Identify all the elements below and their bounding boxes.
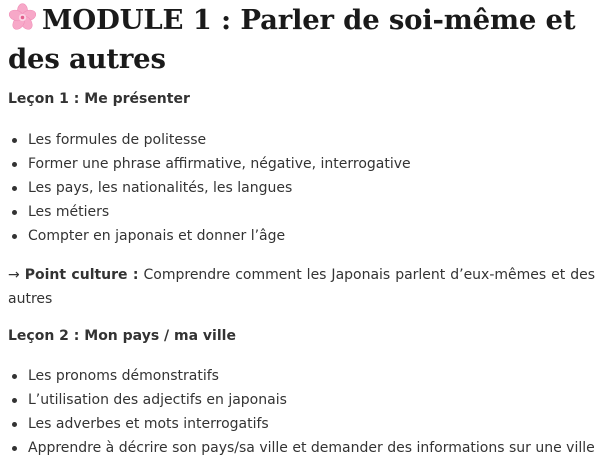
module-title-text: MODULE 1 : Parler de soi-même et des autres xyxy=(8,4,576,75)
lesson-1-title: Leçon 1 : Me présenter xyxy=(8,91,190,107)
lesson-1-list xyxy=(8,128,598,248)
list-item: Les formules de politesse xyxy=(8,128,598,152)
list-item: Former une phrase affirmative, négative, interrogative xyxy=(8,152,598,176)
list-item: L’utilisation des adjectifs en japonais xyxy=(8,388,598,412)
lesson-2-list xyxy=(8,364,598,460)
list-item: Les métiers xyxy=(8,200,598,224)
lesson-2-title: Leçon 2 : Mon pays / ma ville xyxy=(8,328,236,344)
culture-label: Point culture : xyxy=(24,267,139,283)
list-item: Les pays, les nationalités, les langues xyxy=(8,176,598,200)
list-item: Les pronoms démonstratifs xyxy=(8,364,598,388)
culture-text: Comprendre comment les Japonais parlent d’eux-mêmes et des autres xyxy=(8,267,596,307)
arrow-right-icon: → xyxy=(8,267,20,283)
list-item: Apprendre à décrire son pays/sa ville et demander des informations sur une ville xyxy=(8,436,598,460)
list-item: Compter en japonais et donner l’âge xyxy=(8,224,598,248)
module-title xyxy=(8,0,598,79)
cherry-blossom-icon xyxy=(8,3,37,32)
culture-note xyxy=(8,263,598,311)
list-item: Les adverbes et mots interrogatifs xyxy=(8,412,598,436)
